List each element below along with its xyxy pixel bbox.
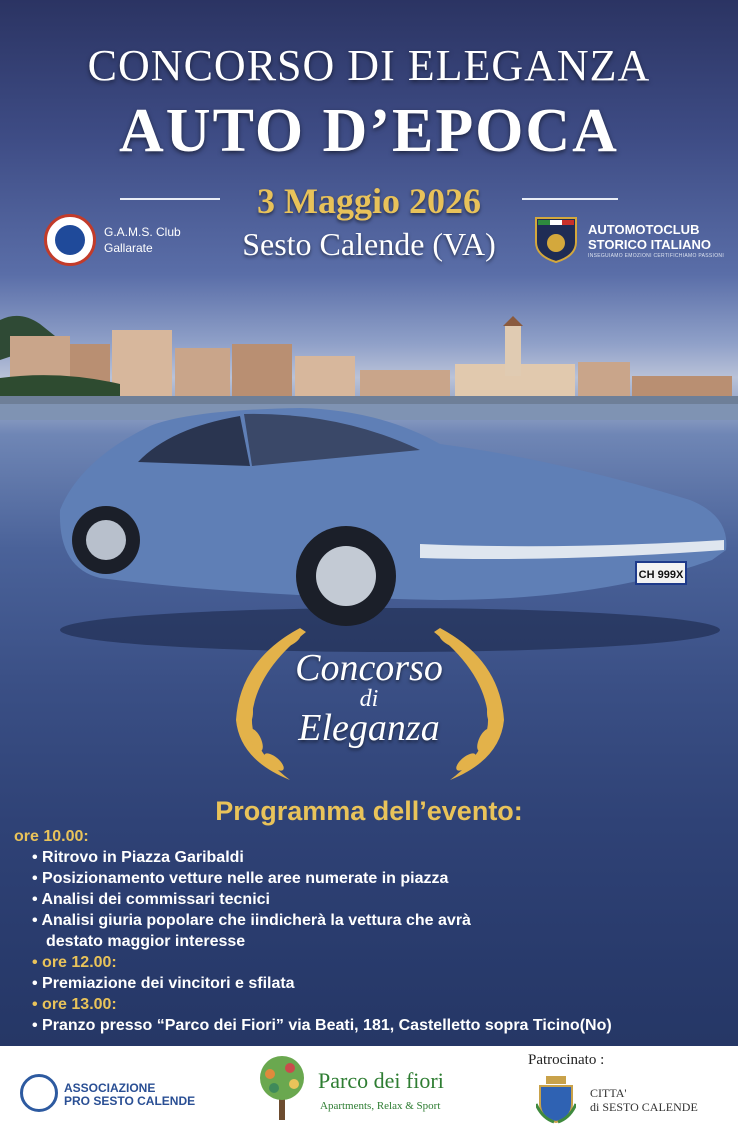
parco-dei-fiori-subtitle: Apartments, Relax & Sport xyxy=(320,1100,441,1112)
badge-line-2: di xyxy=(359,686,379,712)
badge-line-1: Concorso xyxy=(295,647,443,689)
gams-club-line1: G.A.M.S. Club xyxy=(104,225,181,239)
program-time-3 xyxy=(14,994,734,1015)
program-item-6-text: Pranzo presso “Parco dei Fiori” via Beati, 181, Castelletto sopra Ticino(No) xyxy=(42,1017,612,1034)
pro-sesto-line2: PRO SESTO CALENDE xyxy=(64,1094,196,1108)
program-time-1: ore 10.00: xyxy=(14,828,89,845)
event-date: 3 Maggio 2026 xyxy=(257,181,481,221)
asi-shield-logo-icon xyxy=(534,216,578,264)
program-item-6 xyxy=(14,1015,734,1036)
program-item-4-text-a: Analisi giuria popolare che iindicherà la vettura che avrà xyxy=(41,912,471,929)
patrocinato-label: Patrocinato : xyxy=(528,1052,605,1068)
citta-line2: di SESTO CALENDE xyxy=(590,1100,698,1114)
program-item-3 xyxy=(14,889,734,910)
program-item-4 xyxy=(14,910,734,931)
program-title: Programma dell’evento: xyxy=(215,796,523,826)
pro-sesto-name xyxy=(64,1082,195,1108)
title-line-2: AUTO D’EPOCA xyxy=(119,97,619,165)
program-list xyxy=(14,826,734,1036)
title-line-1: CONCORSO DI ELEGANZA xyxy=(87,41,651,90)
asi-club-name xyxy=(588,222,711,252)
program-item-5-text: Premiazione dei vincitori e sfilata xyxy=(42,975,295,992)
parco-tree-logo-icon xyxy=(250,1054,314,1124)
badge-line-3: Eleganza xyxy=(298,707,440,749)
asi-line1: AUTOMOTOCLUB xyxy=(588,222,700,237)
program-item-2-text: Posizionamento vetture nelle aree numerate in piazza xyxy=(42,870,449,887)
program-item-4-cont: destato maggior interesse xyxy=(46,933,246,950)
event-place: Sesto Calende (VA) xyxy=(242,226,496,262)
program-item-3-text: Analisi dei commissari tecnici xyxy=(41,891,270,908)
gams-club-line2: Gallarate xyxy=(104,241,153,255)
program-item-1-text: Ritrovo in Piazza Garibaldi xyxy=(42,849,244,866)
license-plate: CH 999X xyxy=(638,569,684,581)
program-time-3-text: ore 13.00: xyxy=(42,996,117,1013)
gams-club-name xyxy=(104,224,181,256)
program-time-2 xyxy=(14,952,734,973)
parco-dei-fiori-title: Parco dei fiori xyxy=(318,1068,444,1093)
gams-club-logo-icon xyxy=(44,214,96,266)
city-crest-icon xyxy=(536,1074,576,1124)
pro-sesto-line1: ASSOCIAZIONE xyxy=(64,1081,156,1095)
citta-line1: CITTA' xyxy=(590,1086,627,1100)
asi-line2: STORICO ITALIANO xyxy=(588,237,712,252)
citta-sesto-name xyxy=(590,1086,698,1114)
program-time-2-text: ore 12.00: xyxy=(42,954,117,971)
pro-sesto-logo-icon xyxy=(20,1074,58,1112)
program-item-1 xyxy=(14,847,734,868)
program-item-5 xyxy=(14,973,734,994)
asi-tagline: INSEGUIAMO EMOZIONI CERTIFICHIAMO PASSIONI xyxy=(588,253,725,259)
program-item-2 xyxy=(14,868,734,889)
